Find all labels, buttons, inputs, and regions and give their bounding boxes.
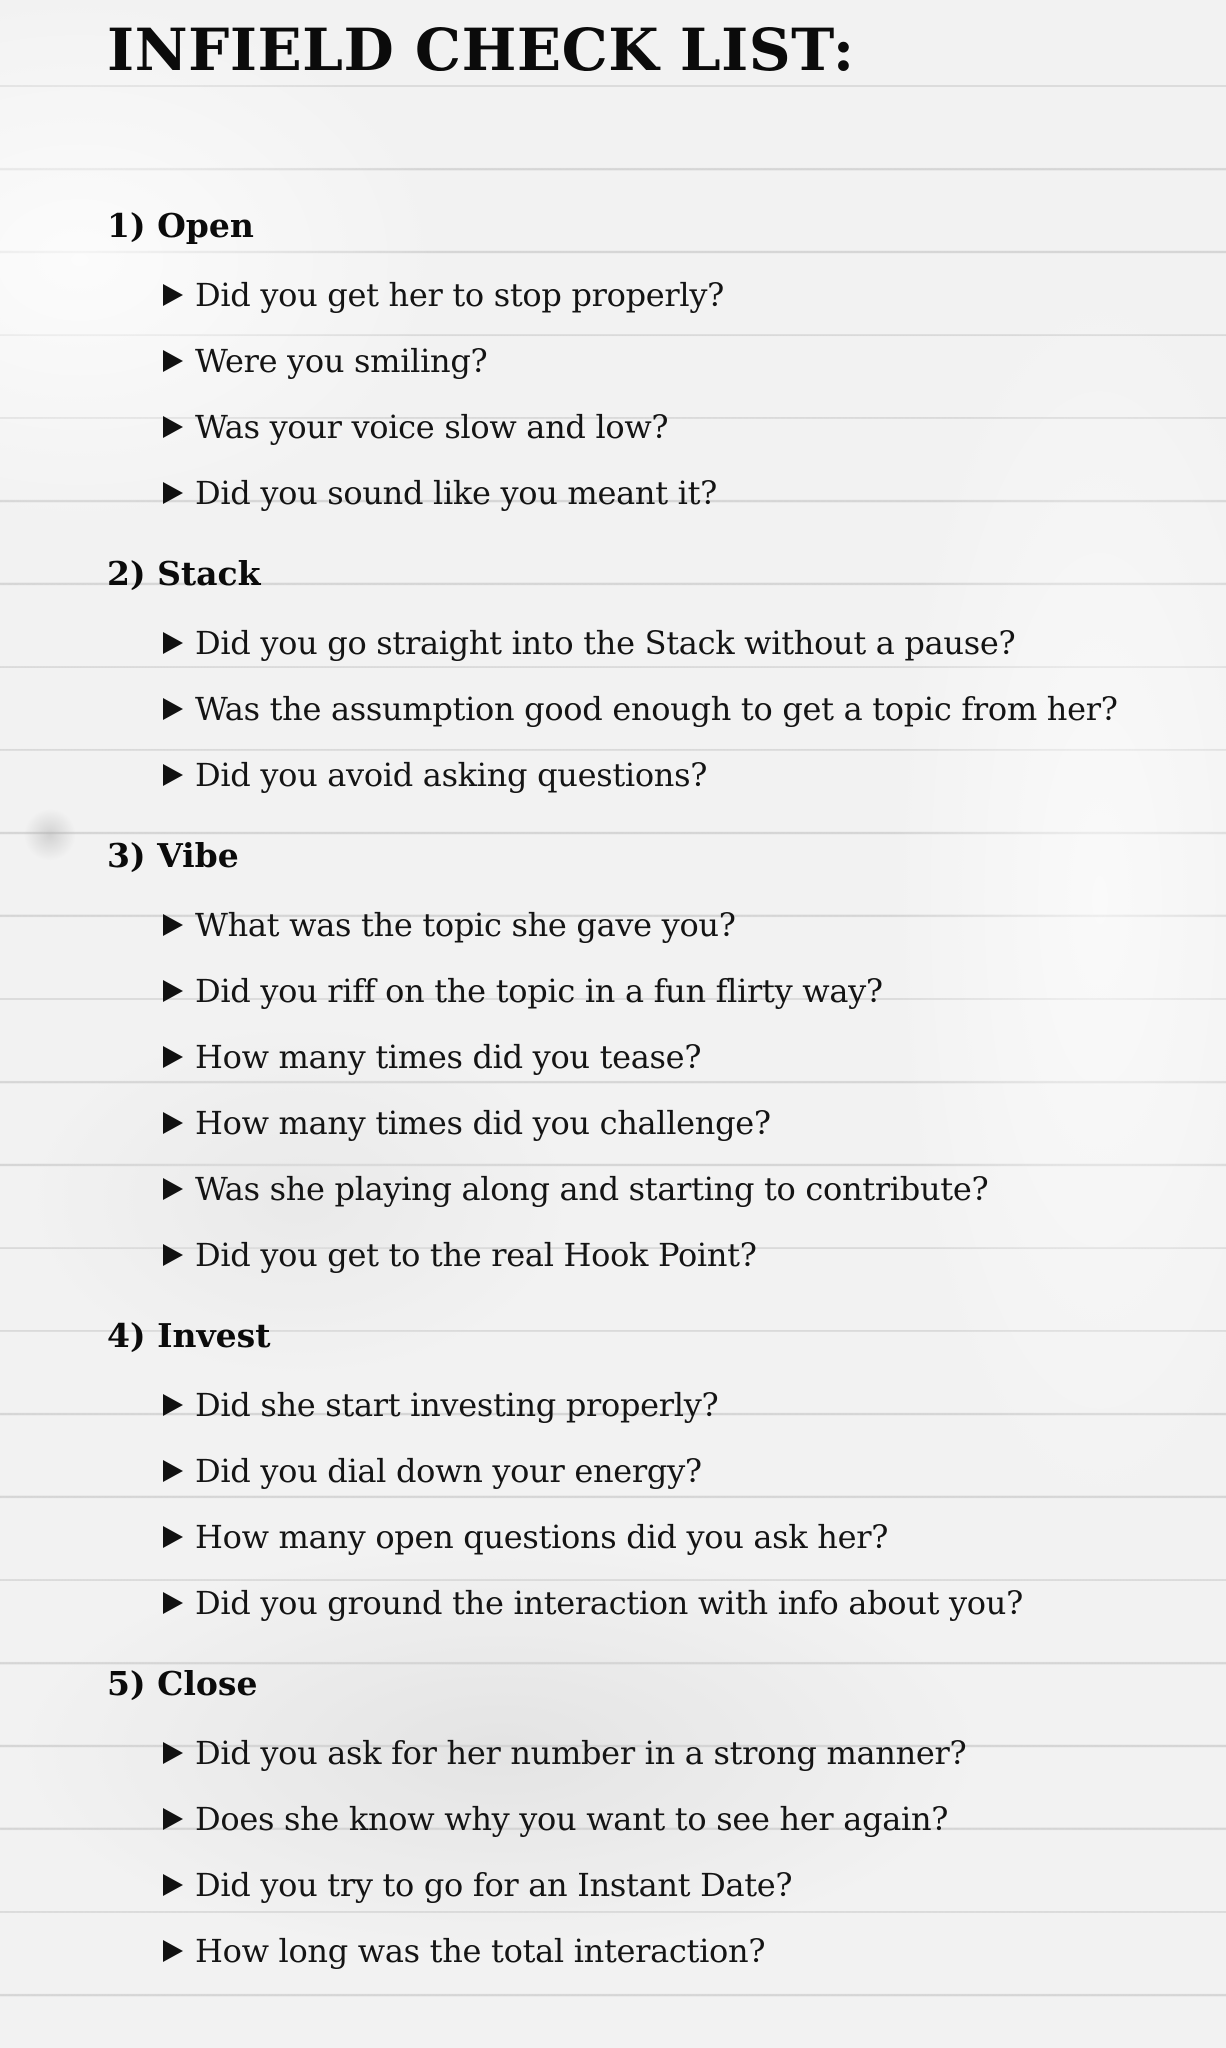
arrow-bullet-icon [163, 1526, 183, 1548]
checklist-item-text: Did you get her to stop properly? [195, 276, 724, 314]
checklist-item [163, 1222, 1217, 1288]
arrow-bullet-icon [163, 1460, 183, 1482]
arrow-bullet-icon [163, 350, 183, 372]
checklist-item [163, 1570, 1217, 1636]
checklist-item-text: Did you avoid asking questions? [195, 756, 708, 794]
arrow-bullet-icon [163, 482, 183, 504]
checklist-item [163, 1438, 1217, 1504]
checklist-items [107, 1372, 1217, 1636]
checklist-item [163, 892, 1217, 958]
checklist-item-text: Did you go straight into the Stack without a pause? [195, 624, 1016, 662]
checklist-item-text: Did you dial down your energy? [195, 1452, 702, 1490]
checklist-item-text: Did you get to the real Hook Point? [195, 1236, 757, 1274]
checklist-item-text: Were you smiling? [195, 342, 488, 380]
section-vibe [107, 828, 1217, 1288]
checklist-item-text: Did you try to go for an Instant Date? [195, 1866, 793, 1904]
arrow-bullet-icon [163, 1178, 183, 1200]
checklist-item [163, 958, 1217, 1024]
arrow-bullet-icon [163, 1112, 183, 1134]
checklist-items [107, 262, 1217, 526]
arrow-bullet-icon [163, 1742, 183, 1764]
arrow-bullet-icon [163, 284, 183, 306]
arrow-bullet-icon [163, 698, 183, 720]
section-open [107, 198, 1217, 526]
arrow-bullet-icon [163, 1394, 183, 1416]
checklist-item-text: Did you ask for her number in a strong manner? [195, 1734, 967, 1772]
checklist-item-text: Did she start investing properly? [195, 1386, 719, 1424]
arrow-bullet-icon [163, 1592, 183, 1614]
checklist-item [163, 1852, 1217, 1918]
section-heading: 2) Stack [107, 554, 261, 593]
checklist-item [163, 1786, 1217, 1852]
checklist-sections [107, 198, 1217, 1984]
arrow-bullet-icon [163, 1940, 183, 1962]
checklist-item-text: Did you ground the interaction with info about you? [195, 1584, 1023, 1622]
arrow-bullet-icon [163, 1808, 183, 1830]
checklist-item [163, 610, 1217, 676]
section-heading: 1) Open [107, 206, 254, 245]
arrow-bullet-icon [163, 1244, 183, 1266]
checklist-item [163, 328, 1217, 394]
checklist-items [107, 892, 1217, 1288]
checklist-item [163, 394, 1217, 460]
checklist-items [107, 610, 1217, 808]
checklist-item [163, 1918, 1217, 1984]
checklist-item-text: How long was the total interaction? [195, 1932, 766, 1970]
checklist-item [163, 262, 1217, 328]
checklist-item [163, 460, 1217, 526]
checklist-item-text: How many times did you challenge? [195, 1104, 771, 1142]
page-title: INFIELD CHECK LIST: [107, 16, 855, 84]
checklist-item [163, 1090, 1217, 1156]
arrow-bullet-icon [163, 764, 183, 786]
checklist-item-text: Was the assumption good enough to get a topic from her? [195, 690, 1118, 728]
section-close [107, 1656, 1217, 1984]
checklist-item-text: Was your voice slow and low? [195, 408, 669, 446]
checklist-item-text: How many times did you tease? [195, 1038, 702, 1076]
arrow-bullet-icon [163, 980, 183, 1002]
checklist-item-text: What was the topic she gave you? [195, 906, 736, 944]
checklist-item [163, 1372, 1217, 1438]
checklist-item-text: Did you riff on the topic in a fun flirty way? [195, 972, 883, 1010]
arrow-bullet-icon [163, 914, 183, 936]
section-stack [107, 546, 1217, 808]
checklist-item-text: Does she know why you want to see her again? [195, 1800, 949, 1838]
arrow-bullet-icon [163, 632, 183, 654]
checklist-item-text: How many open questions did you ask her? [195, 1518, 889, 1556]
checklist-item [163, 1720, 1217, 1786]
checklist-item [163, 1156, 1217, 1222]
arrow-bullet-icon [163, 1046, 183, 1068]
checklist-item-text: Was she playing along and starting to contribute? [195, 1170, 989, 1208]
section-heading: 5) Close [107, 1664, 258, 1703]
checklist-item [163, 1504, 1217, 1570]
arrow-bullet-icon [163, 1874, 183, 1896]
section-heading: 4) Invest [107, 1316, 271, 1355]
checklist-items [107, 1720, 1217, 1984]
checklist-item [163, 742, 1217, 808]
section-invest [107, 1308, 1217, 1636]
section-heading: 3) Vibe [107, 836, 239, 875]
checklist-item [163, 676, 1217, 742]
arrow-bullet-icon [163, 416, 183, 438]
checklist-item-text: Did you sound like you meant it? [195, 474, 717, 512]
checklist-item [163, 1024, 1217, 1090]
